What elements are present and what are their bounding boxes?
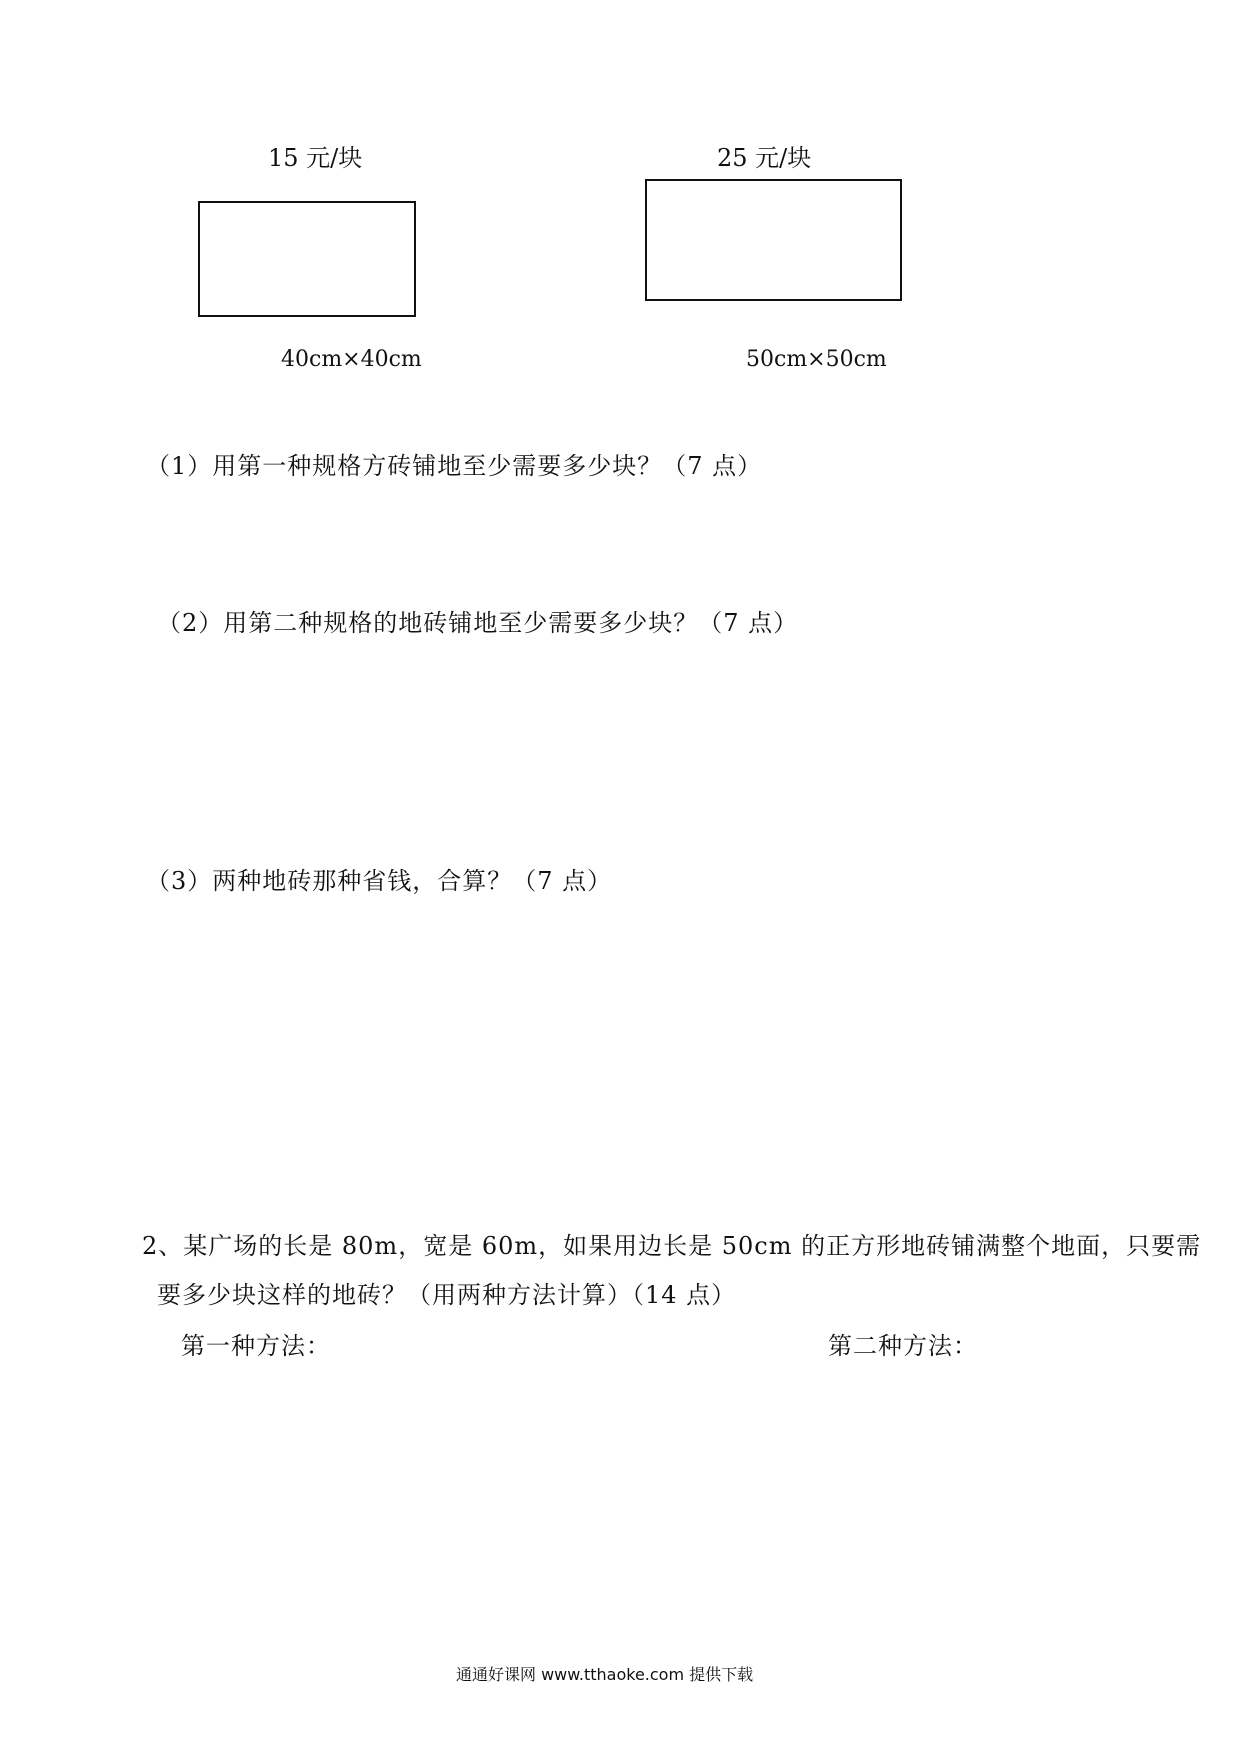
method-1-label: 第一种方法： [181, 1332, 331, 1360]
tile1-size: 40cm×40cm [281, 347, 422, 372]
footer-source: 通通好课网 www.tthaoke.com 提供下载 [456, 1665, 754, 1684]
problem2-line2: 要多少块这样的地砖？（用两种方法计算）（14 点） [157, 1281, 737, 1309]
question-1: （1）用第一种规格方砖铺地至少需要多少块？（7 点） [146, 452, 763, 480]
question-2: （2）用第二种规格的地砖铺地至少需要多少块？（7 点） [157, 609, 799, 637]
tile1-price: 15 元/块 [268, 144, 363, 172]
method-2-label: 第二种方法： [828, 1332, 978, 1360]
problem2-line1: 2、某广场的长是 80m，宽是 60m，如果用边长是 50cm 的正方形地砖铺满整个地面，只要需 [142, 1232, 1202, 1260]
tile2-rectangle [645, 179, 902, 301]
tile2-size: 50cm×50cm [746, 347, 887, 372]
tile1-rectangle [198, 201, 416, 317]
question-3: （3）两种地砖那种省钱，合算？（7 点） [146, 867, 613, 895]
tile2-price: 25 元/块 [717, 144, 812, 172]
